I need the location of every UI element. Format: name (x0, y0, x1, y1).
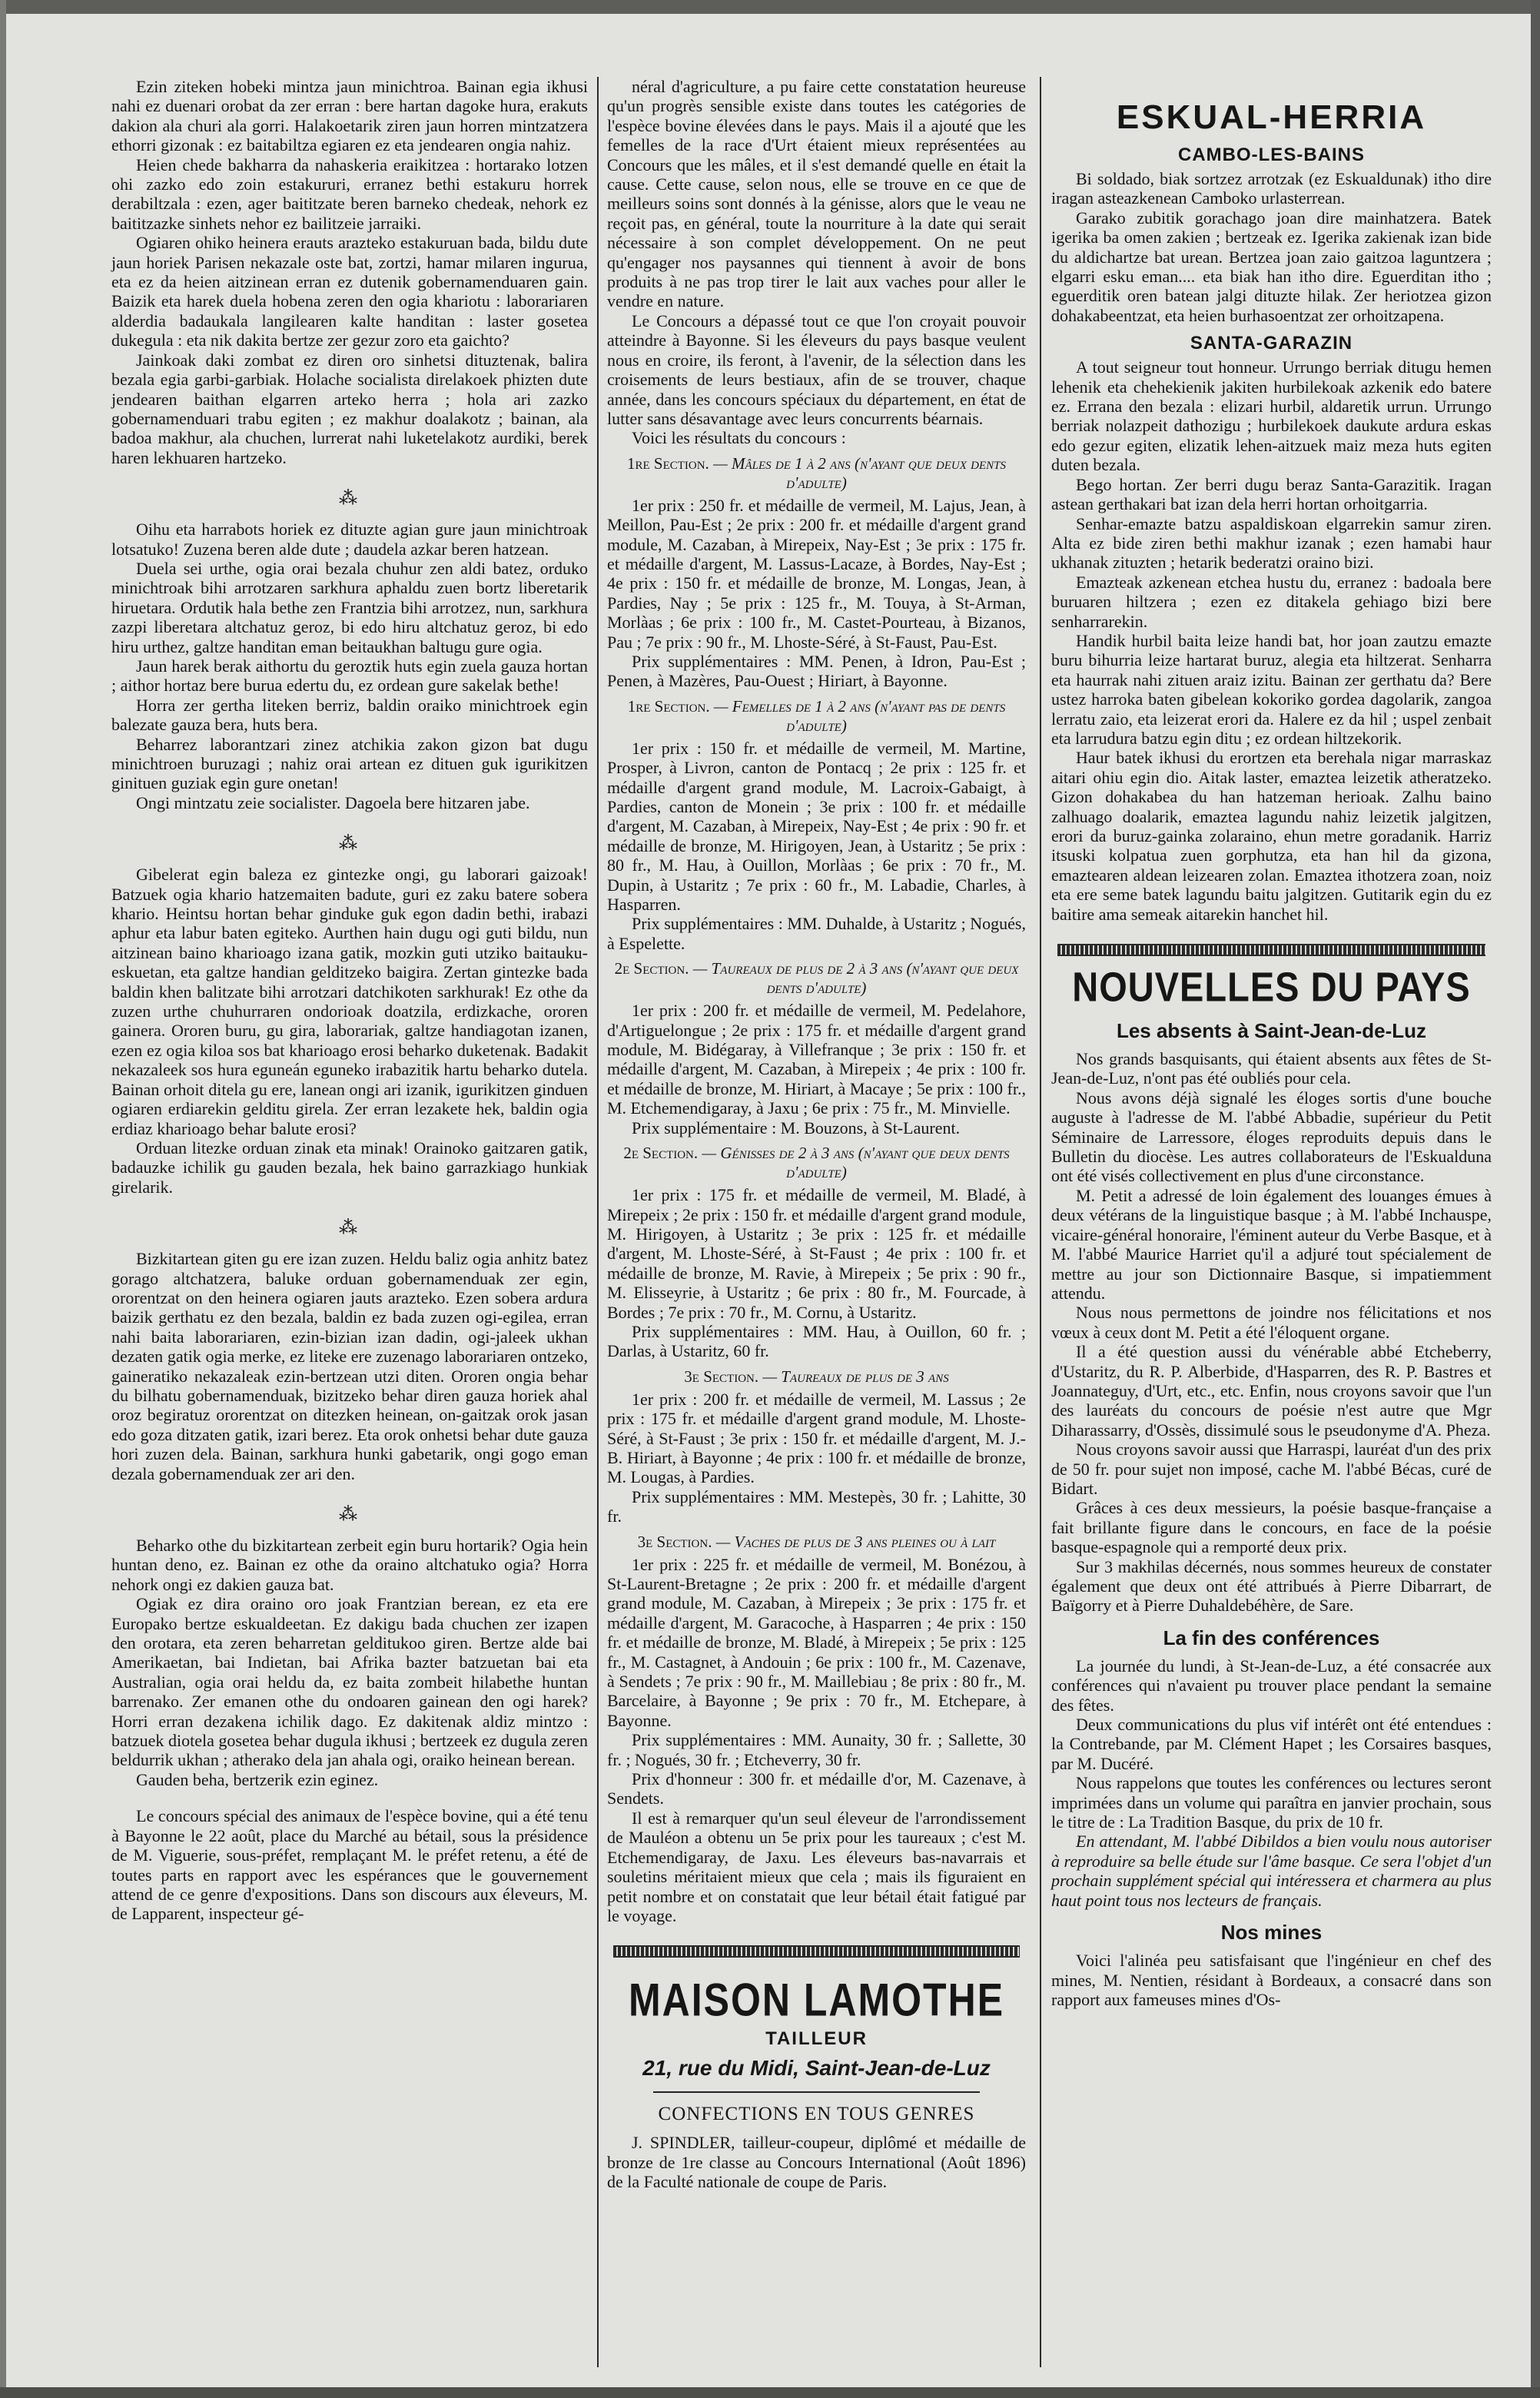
paragraph: Voici les résultats du concours : (632, 428, 846, 448)
paragraph: Beharko othe du bizkitartean zerbeit egin buru hortarik? Ogia hein huntan deno, ez. Bainan ez othe da oraino altchatuko ogia? Horra nehork ongi ez dakien gauza bat. (111, 1536, 588, 1594)
ad-subtitle: TAILLEUR (765, 2028, 868, 2050)
column-1 (111, 77, 588, 1924)
article-body (1051, 1049, 1492, 1616)
paragraph: Prix supplémentaires : MM. Hau, à Ouillon, 60 fr. ; Darlas, à Ustaritz, 60 fr. (607, 1321, 1026, 1361)
section-separator: ⁂ (339, 489, 360, 510)
section-separator: ⁂ (339, 1505, 360, 1525)
section-heading: 2e Section. — Génisses de 2 à 3 ans (n'ayant que deux dents d'adulte) (623, 1144, 1010, 1182)
paragraph: Bizkitartean giten gu ere izan zuzen. Heldu baliz ogia anhitz batez gorago altchatzera, baluke orduan gobernamenduak zer egin, ororentzat on den heinera ogiaren jauts arazteko. Ezen sobera ardura baizik gerthatu ez den bezala, baldin ez bada zuzen ogi-egilea, erran nahi baita laborariaren, ezin-bizian izan dadin, ogi-jaleek ukhan dezaten gatik ogia merke, ez liteke ere zuzenago laborariaren ontzeko, gaineratiko nekazaleak ezin-bertzean utzi diten. Ororen ongia behar du bilhatu gobernamenduak, bizitzeko behar diren gauza horiek ahal oroz begiratuz ororentzat on ditezken heinean, on-gaitzak orok jasan edo goza ditzaten gatik, izari berez. Eta orok onhetsi behar dute gauza hori zuzen dela. Bainan, sarkhura hunki gabetarik, ongi gogo eman dezala gobernamenduak zer ari den. (111, 1249, 588, 1483)
paragraph: Prix supplémentaires : MM. Aunaity, 30 fr. ; Sallette, 30 fr. ; Nogués, 30 fr. ; Etcheverry, 30 fr. (607, 1730, 1026, 1769)
article-body (111, 520, 588, 812)
results-list (607, 1390, 1026, 1526)
paragraph: Il est à remarquer qu'un seul éleveur de l'arrondissement de Mauléon a obtenu un 5e prix pour les taureaux ; c'est M. Etchemendigaray, de Jaxu. Les éleveurs bas-navarrais et souletins méritaient mieux que cela ; mais ils figuraient en petit nombre et on constatait que leur bétail était fatigué par le voyage. (607, 1808, 1026, 1925)
paragraph: Ongi mintzatu zeie socialister. Dagoela bere hitzaren jabe. (136, 792, 530, 812)
paragraph: Bego hortan. Zer berri dugu beraz Santa-Garazitik. Iragan astean gerthakari bat izan dela herri hortan orhoitgarria. (1051, 474, 1492, 514)
paragraph: Garako zubitik gorachago joan dire mainhatzera. Batek igerika ba omen zakien ; bertzeak ez. Igerika zakienak izan bide du aldichartze bat urean. Bertzea joan zaio gaitzoa laguntzera ; elgarri esku eman.... eta biak han itho dire. Eguerditan itho ; eguerditik oren batean jalgi dituzte hilak. Zer heriotzea gizon dohakabeentzat, eta heien burhasoentzat zer orhoitzapena. (1051, 208, 1492, 325)
ad-body: J. SPINDLER, tailleur-coupeur, diplômé et médaille de bronze de 1re classe au Concours International (Août 1896) de la Faculté nationale de coupe de Paris. (607, 2133, 1026, 2192)
results-list (607, 1001, 1026, 1138)
results-list (607, 496, 1026, 691)
paragraph: En attendant, M. l'abbé Dibildos a bien voulu nous autoriser à reproduire sa belle étude sur l'âme basque. Ce sera l'objet d'un prochain supplément spécial qui intéressera et charmera au plus haut point tous nos lecteurs de français. (1051, 1832, 1492, 1910)
column-rule (597, 77, 599, 2367)
article-body (111, 1806, 588, 1923)
article-body (111, 1536, 588, 1789)
paragraph: Jainkoak daki zombat ez diren oro sinhetsi dituztenak, balira bezala egia garbi-garbiak. Holache socialista direlakoek phizten dute jendearen baithan elgarren arteko herra ; hola ari zazko gobernamenduari trabu egiten ; ez makhur doalakotz ; bainan, ala badoa makhur, ala chuchen, lurrerat nahi luketelakotz aurdiki, berek haren lekhuaren hartzeko. (111, 350, 588, 467)
paragraph: Prix d'honneur : 300 fr. et médaille d'or, M. Cazenave, à Sendets. (607, 1769, 1026, 1808)
paragraph: Prix supplémentaires : MM. Duhalde, à Ustaritz ; Nogués, à Espelette. (607, 914, 1026, 953)
article-body (1051, 169, 1492, 325)
ad-divider (653, 2091, 980, 2093)
section-heading: 2e Section. — Taureaux de plus de 2 à 3 ans (n'ayant que deux dents d'adulte) (614, 959, 1019, 998)
section-masthead: NOUVELLES DU PAYS (1072, 962, 1471, 1010)
paragraph: Bi soldado, biak sortzez arrotzak (ez Eskualdunak) itho dire iragan asteazkenean Camboko urlasterrean. (1051, 169, 1492, 208)
page-edge-left (0, 0, 6, 2398)
paragraph: 1er prix : 250 fr. et médaille de vermeil, M. Lajus, Jean, à Meillon, Pau-Est ; 2e prix : 200 fr. et médaille d'argent grand module, M. Cazaban, à Mirepeix, Nay-Est ; 3e prix : 175 fr. et médaille d'argent, M. Lassus-Lacaze, à Bordes, Nay-Est ; 4e prix : 150 fr. et médaille de bronze, M. Longas, Jean, à Pardies, Nay ; 5e prix : 125 fr., M. Touya, à St-Arman, Morlàas ; 6e prix : 100 fr., M. Castet-Pourteau, à Bizanos, Pau ; 7e prix : 90 fr., M. Lhoste-Séré, à St-Faust, Pau-Est. (607, 495, 1026, 652)
results-list (607, 1185, 1026, 1361)
paragraph: 1er prix : 150 fr. et médaille de vermeil, M. Martine, Prosper, à Livron, canton de Pontacq ; 2e prix : 125 fr. et médaille d'argent grand module, M. Lacroix-Gabaigt, à Pardies, canton de Monein ; 3e prix : 100 fr. et médaille d'argent, M. Cazaban, à Mirepeix, Nay-Est ; 4e prix : 90 fr. et médaille de bronze, M. Hirigoyen, Jean, à Ustaritz ; 5e prix : 80 fr., M. Hau, à Ouillon, Morlàas ; 6e prix : 70 fr., M. Dupin, à Ustaritz ; 7e prix : 60 fr., M. Labadie, Charles, à Hasparren. (607, 738, 1026, 915)
concours-intro (607, 77, 1026, 448)
paragraph: néral d'agriculture, a pu faire cette constatation heureuse qu'un progrès sensible existe dans toutes les catégories de l'espèce bovine élevées dans le pays. Mais il a ajouté que les femelles de la race d'Urt étaient mieux représentées au Concours que les mâles, et il s'est demandé quelle en était la cause. Cette cause, selon nous, elle se trouve en ce que de meilleurs soins sont donnés à la génisse, alors que le veau ne reçoit pas, en général, toute la nourriture à la date qui serait nécessaire à son complet développement. On ne peut qu'engager nos paysannes qui tiennent à avoir de bons produits à ne pas trop tirer le lait aux vaches pour aller le vendre en nature. (607, 77, 1026, 311)
article-body (1051, 357, 1492, 924)
locality-heading: SANTA-GARAZIN (1190, 333, 1353, 354)
advertisement (607, 1974, 1026, 2192)
page-edge-bottom (0, 2387, 1540, 2398)
article-heading: La fin des conférences (1163, 1626, 1380, 1649)
ornamental-rule (613, 1945, 1020, 1958)
paragraph: A tout seigneur tout honneur. Urrungo berriak ditugu hemen lehenik eta chehekienik jakiten hurbilekoak azkenik edo batere ez. Errana den bezala : elizari hurbil, aldaretik urrun. Urrungo berriak nolazpeit dathozigu ; hurbilekoek daukute ardura eskas edo gezur egiten, elizatik lehen-aitzuek maiz meza huts egiten duten bezala. (1051, 357, 1492, 475)
paragraph: Nos grands basquisants, qui étaient absents aux fêtes de St-Jean-de-Luz, n'ont pas été oubliés pour cela. (1051, 1049, 1492, 1088)
page-edge-right (1531, 0, 1540, 2398)
paragraph: 1er prix : 225 fr. et médaille de vermeil, M. Bonézou, à St-Laurent-Bretagne ; 2e prix : 200 fr. et médaille d'argent grand module, M. Cazaban, à Mirepeix ; 3e prix : 175 fr. et médaille d'argent, M. Garacoche, à Hasparren ; 4e prix : 150 fr. et médaille de bronze, M. Bladé, à Mirepeix ; 5e prix : 125 fr., M. Castagnet, à Andouin ; 6e prix : 100 fr., M. Cazenave, à Sendets ; 7e prix : 90 fr., M. Maillebiau ; 8e prix : 80 fr., M. Barcelaire, à Bayonne ; 9e prix : 70 fr., M. Etchepare, à Bayonne. (607, 1554, 1026, 1730)
paragraph: Voici l'alinéa peu satisfaisant que l'ingénieur en chef des mines, M. Nentien, résidant à Bordeaux, a consacré dans son rapport aux fameuses mines d'Os- (1051, 1951, 1492, 2009)
ad-title: MAISON LAMOTHE (628, 1974, 1005, 2026)
article-body (111, 77, 588, 467)
paragraph: Nous nous permettons de joindre nos félicitations et nos vœux à ceux dont M. Petit a été l'éloquent organe. (1051, 1303, 1492, 1342)
paragraph: Nous avons déjà signalé les éloges sortis d'une bouche auguste à l'adresse de M. l'abbé Abbadie, supérieur du Petit Séminaire de Larressore, éloges reproduits depuis dans le Bulletin du diocèse. Les autres collaborateurs de l'Eskualduna ont été visés collectivement en plus d'une circonstance. (1051, 1088, 1492, 1186)
article-body (1051, 1951, 1492, 2009)
paragraph: Handik hurbil baita leize handi bat, hor joan zautzu emazte buru bihurria leize hartarat buruz, alegia eta hiltzerat. Senharra eta haurrak nahi zituen araiz izitu. Bainan zer gerthatu da? Bere ustez harroka baten gibelean kokoriko gordea dagolarik, zangoa lerratu zaio, eta leizerat erori da. Halere ez da hil ; uspel zenbait eta larrudura batzu egin ditu ; ez ordean hiltzekorik. (1051, 630, 1492, 748)
section-masthead: ESKUAL-HERRIA (1116, 98, 1427, 136)
newspaper-page (54, 77, 1499, 2383)
paragraph: Haur batek ikhusi du erortzen eta berehala nigar marraskaz aitari ohiu egin dio. Aitak laster, emaztea leizetik atheratzeko. Gizon dohakabea du han hatzeman herioak. Zalhu baino zalhuago doalarik, emaztea lagundu nahiz leizetik jalgitzen, erori da buruz-gainka zolaraino, ehun metre goradanik. Harriz itsuski kolpatua zuen gorphutza, eta han hil da gizona, emaztearen aldean leizearen zolan. Emaztea ithotzera zoan, noiz eta ere seme batek lagundu baitu jalgitzen. Gutitarik egin du ez baitire ama semeak aitarekin hanchet hil. (1051, 748, 1492, 924)
paragraph: La journée du lundi, à St-Jean-de-Luz, a été consacrée aux conférences qui n'avaient pu trouver place pendant la semaine des fêtes. (1051, 1656, 1492, 1715)
results-list (607, 1555, 1026, 1926)
section-heading: 1re Section. — Femelles de 1 à 2 ans (n'ayant pas de dents d'adulte) (627, 696, 1006, 735)
paragraph: Heien chede bakharra da nahaskeria eraikitzea : hortarako lotzen ohi zazko edo zoin estakururi, erranez bethi estakuru horrek derabiltzala : ezen, ager baititzate beren barneko chedeak, nehork ez baititzazke sinhets nehor ez bailitzeie jarraiki. (111, 154, 588, 233)
article-body (111, 1249, 588, 1483)
paragraph: 1er prix : 200 fr. et médaille de vermeil, M. Lassus ; 2e prix : 175 fr. et médaille d'argent grand module, M. Lhoste-Séré, à St-Faust ; 3e prix : 150 fr. et médaille d'argent, M. J.-B. Hiriart, à Bayonne ; 4e prix : 100 fr. et médaille de bronze, M. Lougas, à Pardies. (607, 1389, 1026, 1487)
page-edge-top (0, 0, 1540, 14)
paragraph: Ogiaren ohiko heinera erauts arazteko estakuruan bada, bildu dute jaun horiek Parisen nekazale oste bat, zortzi, hamar milaren ingurua, eta ez da heien aitzinean erran ez dutenik gobernamenduaren gain. Baizik eta harek duela hobena zeren den ogia khariotu : laborariaren alderdia badaukala langilearen kalte handitan : laster gosetea dukegula : eta nik dakita bertze zer gezur zoro eta gaichto? (111, 233, 588, 350)
paragraph: Il a été question aussi du vénérable abbé Etcheberry, d'Ustaritz, du R. P. Alberbide, d'Hasparren, des R. P. Bastres et Joannateguy, d'Urt, etc., etc. Enfin, nous croyons savoir que l'un des lauréats du concours de poésie n'est autre que Mgr Diharassarry, d'Ossès, dissimulé sous le pseudonyme d'A. Pheza. (1051, 1342, 1492, 1440)
paragraph: Ogiak ez dira oraino oro joak Frantzian berean, ez eta ere Europako bertze eskualdeetan. Ez dakigu bada chuchen zer izapen den orotara, eta zeren beharretan gelditukoo giren. Bertze alde bai Amerikaetan, bai Indietan, bai Afrika bazter batzuetan bai eta Australian, ogia orai heldu da, ez baita zombeit hilabethe huntan barrenako. Zer emanen othe du ondoaren gainean den ogi harek? Horri erran dezakena ichilik dago. Ez dakitenak aldiz mintzo : batzuek diotela gosetea behar dugula ikhusi ; bertzeek ez dugula zeren beldurrik ukhan ; atherako dela jan ahala ogi, oraiko heinean berean. (111, 1594, 588, 1770)
paragraph: Nous rappelons que toutes les conférences ou lectures seront imprimées dans un volume qui paraîtra en janvier prochain, sous le titre de : La Tradition Basque, du prix de 10 fr. (1051, 1773, 1492, 1832)
paragraph: Prix supplémentaire : M. Bouzons, à St-Laurent. (632, 1118, 961, 1138)
paragraph: Grâces à ces deux messieurs, la poésie basque-française a fait brillante figure dans le concours, en face de la poésie basque-espagnole qui a remporté deux prix. (1051, 1498, 1492, 1557)
paragraph: Gauden beha, bertzerik ezin eginez. (136, 1769, 379, 1789)
section-separator: ⁂ (339, 834, 360, 855)
paragraph: M. Petit a adressé de loin également des louanges émues à deux vétérans de la linguistique basque ; à M. l'abbé Inchauspe, vicaire-général honoraire, l'éminent auteur du Verbe Basque, et à M. l'abbé Maurice Harriet qu'il a adjuré tout spécialement de mettre au jour son Dictionnaire Basque, si impatiemment attendu. (1051, 1185, 1492, 1303)
paragraph: Senhar-emazte batzu aspaldiskoan elgarrekin samur ziren. Alta ez bide ziren bethi makhur izanak ; ezen hamabi haur ukhanak zituzten ; hetarik bederatzi oraino bizi. (1051, 513, 1492, 573)
paragraph: Emazteak azkenean etchea hustu du, erranez : badoala bere buruaren hiltzera ; ezen ez ditakela gehiago bizi bere senharrarekin. (1051, 572, 1492, 631)
article-heading: Nos mines (1220, 1921, 1323, 1945)
section-separator: ⁂ (339, 1218, 360, 1239)
paragraph: Prix supplémentaires : MM. Mestepès, 30 fr. ; Lahitte, 30 fr. (607, 1486, 1026, 1526)
paragraph: Le Concours a dépassé tout ce que l'on croyait pouvoir atteindre à Bayonne. Si les éleveurs du pays basque veulent nous en croire, ils feront, à l'avenir, de la sélection dans les croisements de leurs bestiaux, afin de se trouver, chaque année, dans les concours spéciaux du département, en état de lutter sans désavantage avec leurs concurrents béarnais. (607, 311, 1026, 428)
paragraph: Sur 3 makhilas décernés, nous sommes heureux de constater également que deux ont été attribués à Pierre Dibarrart, de Baïgorry et à Pierre Duhaldebéhère, de Sare. (1051, 1556, 1492, 1616)
section-heading: 1re Section. — Mâles de 1 à 2 ans (n'ayant que deux dents d'adulte) (626, 453, 1007, 492)
ornamental-rule (1057, 944, 1485, 956)
ad-tagline: CONFECTIONS EN TOUS GENRES (658, 2104, 975, 2125)
paragraph: 1er prix : 200 fr. et médaille de vermeil, M. Pedelahore, d'Artiguelongue ; 2e prix : 175 fr. et médaille d'argent grand module, M. Bidégaray, à Villefranque ; 3e prix : 150 fr. et médaille d'argent, M. Cazaban, à Mirepeix ; 4e prix : 100 fr. et médaille de bronze, M. Hiriart, à Macaye ; 5e prix : 100 fr., M. Etchemendigaray, à Jaxu ; 6e prix : 75 fr., M. Minvielle. (607, 1001, 1026, 1118)
article-body (111, 865, 588, 1197)
paragraph: Horra zer gertha liteken berriz, baldin oraiko minichtroek egin balezate gauza bera, huts bera. (111, 695, 588, 735)
paragraph: Gibelerat egin baleza ez gintezke ongi, gu laborari gaizoak! Batzuek ogia khario hatzemaiten badute, guri ez zaku batere sobera khario. Heintsu hortan behar ginduke guk egon dadin bethi, irabazi aphur eta labur baten egiteko. Aurthen hain dugu ogi guti bildu, nun aitzinean baino kharioago izana gatik, mozkin guti utziko baitauku-eskuetan, eta galtze handian gelditzeko baigira. Zertan gintezke bada baldin khen balitzate bihi arrotzari datchikoten sarkhurak! Ez othe da zuzen urthe chuhurraren ondorioak doatzila, erdizkache, ororen gainera. Ororen buru, gu gira, laborariak, galtze handiagotan izanen, ezen ez ogia kiloa sos bat kharioago erosi beharko duketenak. Badakit nekazaleek sos hura eguneán eguneko irabazitik hartu beharko dutela. Bainan orhoit ditela gu ere, lanean ongi ari izanik, igurikitzen ginduen ogiaren erdiarekin gelditu girela. Zer erran lezakete hek, baldin ogia erdiaz kharioago behar balute erosi? (111, 865, 588, 1138)
paragraph: Jaun harek berak aithortu du geroztik huts egin zuela gauza hortan ; aithor hortaz bere burua edertu du, ez ordean gure sakelak bethe! (111, 656, 588, 696)
paragraph: Oihu eta harrabots horiek ez dituzte agian gure jaun minichtroak lotsatuko! Zuzena beren alde dute ; daudela azkar beren hatzean. (111, 520, 588, 559)
column-rule (1040, 77, 1041, 2367)
column-2 (607, 77, 1026, 2192)
paragraph: Prix supplémentaires : MM. Penen, à Idron, Pau-Est ; Penen, à Mazères, Pau-Ouest ; Hiriart, à Bayonne. (607, 651, 1026, 691)
section-heading: 3e Section. — Taureaux de plus de 3 ans (684, 1367, 949, 1386)
column-3 (1051, 77, 1492, 2009)
article-heading: Les absents à Saint-Jean-de-Luz (1116, 1019, 1427, 1043)
paragraph: 1er prix : 175 fr. et médaille de vermeil, M. Bladé, à Mirepeix ; 2e prix : 150 fr. et médaille d'argent grand module, M. Hirigoyen, à Ustaritz ; 3e prix : 125 fr. et médaille d'argent, M. Lhoste-Séré, à St-Faust ; 4e prix : 100 fr. et médaille de bronze, M. Ravie, à Mirepeix ; 5e prix : 90 fr., M. Elisseyrie, à Ustaritz ; 6e prix : 80 fr., M. Fourcade, à Bordes ; 7e prix : 70 fr., M. Cornu, à Ustaritz. (607, 1185, 1026, 1322)
paragraph: Beharrez laborantzari zinez atchikia zakon gizon bat dugu minichtroen buruzagi ; nahiz orai artean ez dituen guk igurikitzen ginituen guziak egin gure onetan! (111, 734, 588, 793)
paragraph: Deux communications du plus vif intérêt ont été entendues : la Contrebande, par M. Clément Hapet ; les Corsaires basques, par M. Ducéré. (1051, 1715, 1492, 1773)
paragraph: Duela sei urthe, ogia orai bezala chuhur zen aldi batez, orduko minichtroak bihi arrotzaren sarkhura aphaldu zuen bortz liberetarik hiruetara. Ordutik hala bethe zen Frantzia bihi arrotzez, nun, sarkhura zazpi liberetara altchatuz geroz, bi edo hiru altchatuz geroz, bi edo hiru urthez, galtze handitan eman beitaukhan baltugu gure ogia. (111, 558, 588, 656)
paragraph: Le concours spécial des animaux de l'espèce bovine, qui a été tenu à Bayonne le 22 août, place du Marché au bétail, sous la présidence de M. Viguerie, sous-préfet, remplaçant M. le préfet retenu, a été de toutes parts en rapport avec les espérances que le gouvernement attend de ce genre d'expositions. Dans son discours aux éleveurs, M. de Lapparent, inspecteur gé- (111, 1806, 588, 1924)
locality-heading: CAMBO-LES-BAINS (1178, 144, 1365, 165)
ad-address: 21, rue du Midi, Saint-Jean-de-Luz (642, 2056, 991, 2081)
article-body (1051, 1656, 1492, 1910)
section-heading: 3e Section. — Vaches de plus de 3 ans pleines ou à lait (637, 1532, 996, 1551)
paragraph: Orduan litezke orduan zinak eta minak! Orainoko gaitzaren gatik, badauzke ichilik gu gauden bezala, hek baino garrazkiago hunkiak girelarik. (111, 1138, 588, 1197)
results-list (607, 739, 1026, 953)
paragraph: Ezin ziteken hobeki mintza jaun minichtroa. Bainan egia ikhusi nahi ez duenari orobat da zer erran : bere hartan dagoke hura, erakuts dakion ala churi ala gorri. Halakoetarik ziren jaun horren mintzatzera ethorri gizonak : ez baitabiltza egiaren ez eta jendearen ongia nahiz. (111, 77, 588, 155)
paragraph: Nous croyons savoir aussi que Harraspi, lauréat d'un des prix de 50 fr. pour sujet non imposé, cache M. l'abbé Bécas, curé de Bidart. (1051, 1440, 1492, 1498)
